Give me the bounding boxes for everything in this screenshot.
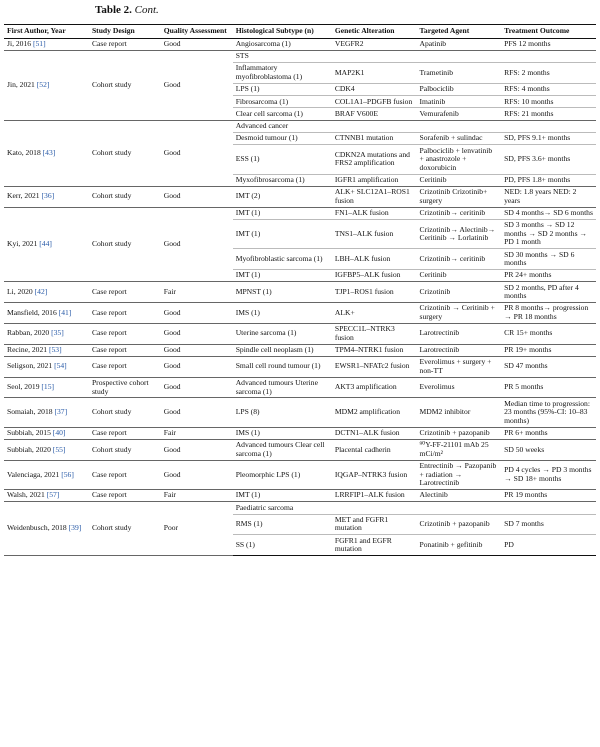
- reference-link[interactable]: [55]: [52, 444, 66, 454]
- cell-design: Cohort study: [89, 120, 161, 186]
- header-author: First Author, Year: [4, 25, 89, 39]
- author-name: Kerr, 2021: [7, 191, 40, 201]
- cell-alteration: [332, 120, 417, 132]
- cell-quality: Good: [161, 323, 233, 344]
- cell-outcome: PR 5 months: [501, 377, 596, 398]
- cell-agent: Ceritinib: [417, 174, 502, 186]
- cell-author: [4, 398, 89, 427]
- cell-quality: Good: [161, 50, 233, 120]
- author-name: Mansfield, 2016: [7, 307, 57, 317]
- cell-agent: Crizotinib→ ceritinib: [417, 249, 502, 270]
- cell-alteration: CDK4: [332, 83, 417, 95]
- cell-design: Cohort study: [89, 186, 161, 207]
- cell-agent: Trametinib: [417, 63, 502, 84]
- cell-alteration: IGFR1 amplification: [332, 174, 417, 186]
- cell-outcome: SD 30 months → SD 6 months: [501, 249, 596, 270]
- cell-design: Prospective cohort study: [89, 377, 161, 398]
- cell-subtype: STS: [233, 50, 332, 62]
- cell-quality: Good: [161, 186, 233, 207]
- table-row: [4, 38, 596, 50]
- cell-alteration: ALK+ SLC12A1–ROS1 fusion: [332, 186, 417, 207]
- cell-quality: Fair: [161, 490, 233, 502]
- reference-link[interactable]: [39]: [68, 523, 82, 533]
- table-row: [4, 303, 596, 324]
- cell-alteration: BRAF V600E: [332, 108, 417, 120]
- cell-alteration: TJP1–ROS1 fusion: [332, 282, 417, 303]
- cell-outcome: CR 15+ months: [501, 323, 596, 344]
- cell-quality: Fair: [161, 282, 233, 303]
- cell-agent: Palbociclib: [417, 83, 502, 95]
- cell-quality: Good: [161, 460, 233, 489]
- cell-design: Case report: [89, 356, 161, 377]
- cell-agent: [417, 502, 502, 514]
- cell-author: [4, 323, 89, 344]
- table-row: [4, 439, 596, 460]
- cell-design: Case report: [89, 323, 161, 344]
- cell-agent: Crizotinib Crizotinib+ surgery: [417, 186, 502, 207]
- cell-agent: Alectinib: [417, 490, 502, 502]
- author-name: Somaiah, 2018: [7, 407, 53, 417]
- cell-outcome: SD 47 months: [501, 356, 596, 377]
- cell-quality: Good: [161, 377, 233, 398]
- cell-agent: Entrectinib → Pazopanib + radiation → Larotrectinib: [417, 460, 502, 489]
- cell-outcome: PFS 12 months: [501, 38, 596, 50]
- cell-alteration: LBH–ALK fusion: [332, 249, 417, 270]
- cell-subtype: Fibrosarcoma (1): [233, 96, 332, 108]
- cell-alteration: SPECC1L–NTRK3 fusion: [332, 323, 417, 344]
- cell-author: [4, 186, 89, 207]
- cell-design: Cohort study: [89, 207, 161, 282]
- cell-alteration: DCTN1–ALK fusion: [332, 427, 417, 439]
- cell-outcome: PR 8 months→ progression → PR 18 months: [501, 303, 596, 324]
- cell-outcome: SD 50 weeks: [501, 439, 596, 460]
- cell-design: Cohort study: [89, 502, 161, 556]
- author-name: Rabban, 2020: [7, 328, 50, 338]
- cell-agent: Vemurafenib: [417, 108, 502, 120]
- author-name: Seligson, 2021: [7, 361, 53, 371]
- cell-alteration: Placental cadherin: [332, 439, 417, 460]
- table-row: [4, 356, 596, 377]
- author-name: Walsh, 2021: [7, 490, 45, 500]
- cell-alteration: [332, 502, 417, 514]
- cell-subtype: MPNST (1): [233, 282, 332, 303]
- cell-alteration: VEGFR2: [332, 38, 417, 50]
- cell-subtype: Myofibroblastic sarcoma (1): [233, 249, 332, 270]
- cell-quality: Good: [161, 398, 233, 427]
- cell-outcome: PR 19+ months: [501, 344, 596, 356]
- cell-author: [4, 427, 89, 439]
- table-label: Table 2.: [95, 4, 132, 16]
- table-row: [4, 427, 596, 439]
- cell-outcome: RFS: 4 months: [501, 83, 596, 95]
- cell-agent: Larotrectinib: [417, 323, 502, 344]
- cell-alteration: FGFR1 and EGFR mutation: [332, 535, 417, 556]
- cell-alteration: [332, 50, 417, 62]
- cell-author: [4, 460, 89, 489]
- cell-agent: Ceritinib: [417, 269, 502, 281]
- author-name: Kato, 2018: [7, 148, 41, 157]
- cell-agent: Imatinib: [417, 96, 502, 108]
- cell-alteration: FN1–ALK fusion: [332, 207, 417, 219]
- cell-agent: Everolimus: [417, 377, 502, 398]
- cell-subtype: RMS (1): [233, 514, 332, 535]
- cell-subtype: Advanced tumours Uterine sarcoma (1): [233, 377, 332, 398]
- cell-design: Case report: [89, 490, 161, 502]
- cell-author: [4, 439, 89, 460]
- table-row: [4, 50, 596, 62]
- cell-alteration: MAP2K1: [332, 63, 417, 84]
- author-name: Li, 2020: [7, 286, 33, 296]
- author-name: Weidenbusch, 2018: [7, 523, 67, 533]
- reference-link[interactable]: [52]: [36, 79, 50, 89]
- table-row: [4, 502, 596, 514]
- reference-link[interactable]: [42]: [34, 286, 48, 296]
- cell-outcome: PR 19 months: [501, 490, 596, 502]
- cell-design: Case report: [89, 303, 161, 324]
- cell-outcome: PD 4 cycles → PD 3 months → SD 18+ months: [501, 460, 596, 489]
- reference-link[interactable]: [35]: [51, 328, 64, 338]
- cell-quality: Good: [161, 356, 233, 377]
- cell-outcome: [501, 50, 596, 62]
- cell-quality: Good: [161, 120, 233, 186]
- cell-outcome: RFS: 10 months: [501, 96, 596, 108]
- cell-subtype: Desmoid tumour (1): [233, 132, 332, 144]
- cell-agent: Crizotinib→ Alectinib→ Ceritinib → Lorlatinib: [417, 219, 502, 248]
- cell-subtype: IMT (2): [233, 186, 332, 207]
- cell-agent: Sorafenib + sulindac: [417, 132, 502, 144]
- cell-subtype: IMS (1): [233, 303, 332, 324]
- cell-subtype: Myxofibrosarcoma (1): [233, 174, 332, 186]
- cell-outcome: PD, PFS 1.8+ months: [501, 174, 596, 186]
- cell-author: [4, 282, 89, 303]
- cell-alteration: CDKN2A mutations and FRS2 amplification: [332, 145, 417, 174]
- cell-design: Case report: [89, 344, 161, 356]
- table-row: [4, 323, 596, 344]
- cell-alteration: EWSR1–NFATc2 fusion: [332, 356, 417, 377]
- cell-outcome: PD: [501, 535, 596, 556]
- header-outcome: Treatment Outcome: [501, 25, 596, 39]
- cell-outcome: PR 24+ months: [501, 269, 596, 281]
- cell-alteration: MDM2 amplification: [332, 398, 417, 427]
- cell-subtype: ESS (1): [233, 145, 332, 174]
- results-table: [4, 24, 596, 556]
- reference-link[interactable]: [53]: [48, 344, 62, 354]
- table-body: [4, 38, 596, 556]
- cell-quality: Good: [161, 303, 233, 324]
- cell-design: Case report: [89, 282, 161, 303]
- reference-link[interactable]: [51]: [32, 38, 46, 48]
- author-name: Recine, 2021: [7, 344, 48, 354]
- cell-alteration: IQGAP–NTRK3 fusion: [332, 460, 417, 489]
- cell-author: [4, 502, 89, 556]
- cell-alteration: COL1A1–PDGFB fusion: [332, 96, 417, 108]
- author-name: Valenciaga, 2021: [7, 469, 60, 479]
- cell-alteration: AKT3 amplification: [332, 377, 417, 398]
- cell-author: [4, 344, 89, 356]
- cell-subtype: Inflammatory myofibroblastoma (1): [233, 63, 332, 84]
- cell-outcome: SD 7 months: [501, 514, 596, 535]
- author-name: Kyi, 2021: [7, 239, 38, 249]
- cell-quality: Fair: [161, 427, 233, 439]
- cell-subtype: SS (1): [233, 535, 332, 556]
- cell-subtype: IMT (1): [233, 490, 332, 502]
- cell-alteration: LRRFIP1–ALK fusion: [332, 490, 417, 502]
- cell-design: Cohort study: [89, 50, 161, 120]
- cell-subtype: Paediatric sarcoma: [233, 502, 332, 514]
- author-name: Seol, 2019: [7, 382, 40, 392]
- cell-subtype: IMT (1): [233, 219, 332, 248]
- header-design: Study Design: [89, 25, 161, 39]
- table-row: [4, 186, 596, 207]
- cell-author: [4, 207, 89, 282]
- cell-author: [4, 50, 89, 120]
- cell-author: [4, 38, 89, 50]
- reference-link[interactable]: [40]: [52, 428, 66, 438]
- cell-author: [4, 377, 89, 398]
- cell-outcome: SD 3 months → SD 12 months → SD 2 months → PD 1 month: [501, 219, 596, 248]
- reference-link[interactable]: [44]: [39, 239, 52, 249]
- cell-quality: Good: [161, 344, 233, 356]
- cell-subtype: LPS (8): [233, 398, 332, 427]
- author-name: Subbiah, 2020: [7, 444, 51, 454]
- reference-link[interactable]: [57]: [46, 490, 60, 500]
- cell-agent: MDM2 inhibitor: [417, 398, 502, 427]
- cell-quality: Good: [161, 207, 233, 282]
- cell-alteration: TPM4–NTRK1 fusion: [332, 344, 417, 356]
- cell-outcome: SD 4 months→ SD 6 months: [501, 207, 596, 219]
- header-subtype: Histological Subtype (n): [233, 25, 332, 39]
- cell-alteration: TNS1–ALK fusion: [332, 219, 417, 248]
- table-row: [4, 344, 596, 356]
- cell-alteration: ALK+: [332, 303, 417, 324]
- table-row: [4, 207, 596, 219]
- table-row: [4, 398, 596, 427]
- cell-subtype: Advanced tumours Clear cell sarcoma (1): [233, 439, 332, 460]
- table-row: [4, 282, 596, 303]
- cell-outcome: SD 2 months, PD after 4 months: [501, 282, 596, 303]
- cell-alteration: CTNNB1 mutation: [332, 132, 417, 144]
- header-alteration: Genetic Alteration: [332, 25, 417, 39]
- cell-author: [4, 356, 89, 377]
- cell-subtype: IMS (1): [233, 427, 332, 439]
- cell-alteration: IGFBP5–ALK fusion: [332, 269, 417, 281]
- cell-outcome: Median time to progression: 23 months (95%-CI: 10–83 months): [501, 398, 596, 427]
- table-row: [4, 490, 596, 502]
- table-row: [4, 120, 596, 132]
- author-name: Subbiah, 2015: [7, 428, 51, 438]
- cell-alteration: MET and FGFR1 mutation: [332, 514, 417, 535]
- cell-design: Case report: [89, 460, 161, 489]
- cell-quality: Poor: [161, 502, 233, 556]
- cell-agent: Palbociclib + lenvatinib + anastrozole + doxorubicin: [417, 145, 502, 174]
- cell-agent: ⁹⁰Y-FF-21101 mAb 25 mCi/m²: [417, 439, 502, 460]
- cell-author: [4, 490, 89, 502]
- header-quality: Quality Assessment: [161, 25, 233, 39]
- cell-agent: Apatinib: [417, 38, 502, 50]
- cell-outcome: RFS: 2 months: [501, 63, 596, 84]
- cell-agent: [417, 120, 502, 132]
- cell-design: Cohort study: [89, 398, 161, 427]
- cell-agent: Crizotinib→ ceritinib: [417, 207, 502, 219]
- reference-link[interactable]: [56]: [61, 469, 74, 479]
- table-row: [4, 377, 596, 398]
- cell-subtype: LPS (1): [233, 83, 332, 95]
- cell-outcome: PR 6+ months: [501, 427, 596, 439]
- table-cont: Cont.: [134, 4, 159, 16]
- reference-link[interactable]: [54]: [54, 361, 67, 371]
- cell-agent: [417, 50, 502, 62]
- reference-link[interactable]: [15]: [41, 382, 55, 392]
- cell-subtype: IMT (1): [233, 207, 332, 219]
- cell-subtype: Spindle cell neoplasm (1): [233, 344, 332, 356]
- table-caption: [95, 4, 159, 16]
- cell-agent: Crizotinib + pazopanib: [417, 427, 502, 439]
- author-name: Ji, 2016: [7, 38, 32, 48]
- cell-subtype: Advanced cancer: [233, 120, 332, 132]
- cell-agent: Larotrectinib: [417, 344, 502, 356]
- cell-agent: Crizotinib → Ceritinib + surgery: [417, 303, 502, 324]
- cell-outcome: [501, 120, 596, 132]
- cell-agent: Ponatinib + gefitinib: [417, 535, 502, 556]
- cell-agent: Crizotinib: [417, 282, 502, 303]
- cell-subtype: Small cell round tumour (1): [233, 356, 332, 377]
- cell-quality: Good: [161, 439, 233, 460]
- cell-author: [4, 120, 89, 186]
- reference-link[interactable]: [41]: [58, 307, 72, 317]
- header-agent: Targeted Agent: [417, 25, 502, 39]
- cell-agent: Crizotinib + pazopanib: [417, 514, 502, 535]
- cell-subtype: Angiosarcoma (1): [233, 38, 332, 50]
- reference-link[interactable]: [43]: [42, 148, 56, 157]
- cell-subtype: Uterine sarcoma (1): [233, 323, 332, 344]
- cell-design: Case report: [89, 427, 161, 439]
- cell-outcome: SD, PFS 3.6+ months: [501, 145, 596, 174]
- table-row: [4, 460, 596, 489]
- cell-design: Cohort study: [89, 439, 161, 460]
- cell-outcome: NED: 1.8 years NED: 2 years: [501, 186, 596, 207]
- cell-outcome: SD, PFS 9.1+ months: [501, 132, 596, 144]
- cell-design: Case report: [89, 38, 161, 50]
- cell-quality: Good: [161, 38, 233, 50]
- cell-subtype: IMT (1): [233, 269, 332, 281]
- cell-author: [4, 303, 89, 324]
- reference-link[interactable]: [36]: [41, 191, 55, 201]
- author-name: Jin, 2021: [7, 79, 35, 89]
- cell-outcome: [501, 502, 596, 514]
- cell-outcome: RFS: 21 months: [501, 108, 596, 120]
- cell-subtype: Pleomorphic LPS (1): [233, 460, 332, 489]
- cell-agent: Everolimus + surgery + non-TT: [417, 356, 502, 377]
- reference-link[interactable]: [37]: [54, 407, 68, 417]
- cell-subtype: Clear cell sarcoma (1): [233, 108, 332, 120]
- header-row: [4, 25, 596, 39]
